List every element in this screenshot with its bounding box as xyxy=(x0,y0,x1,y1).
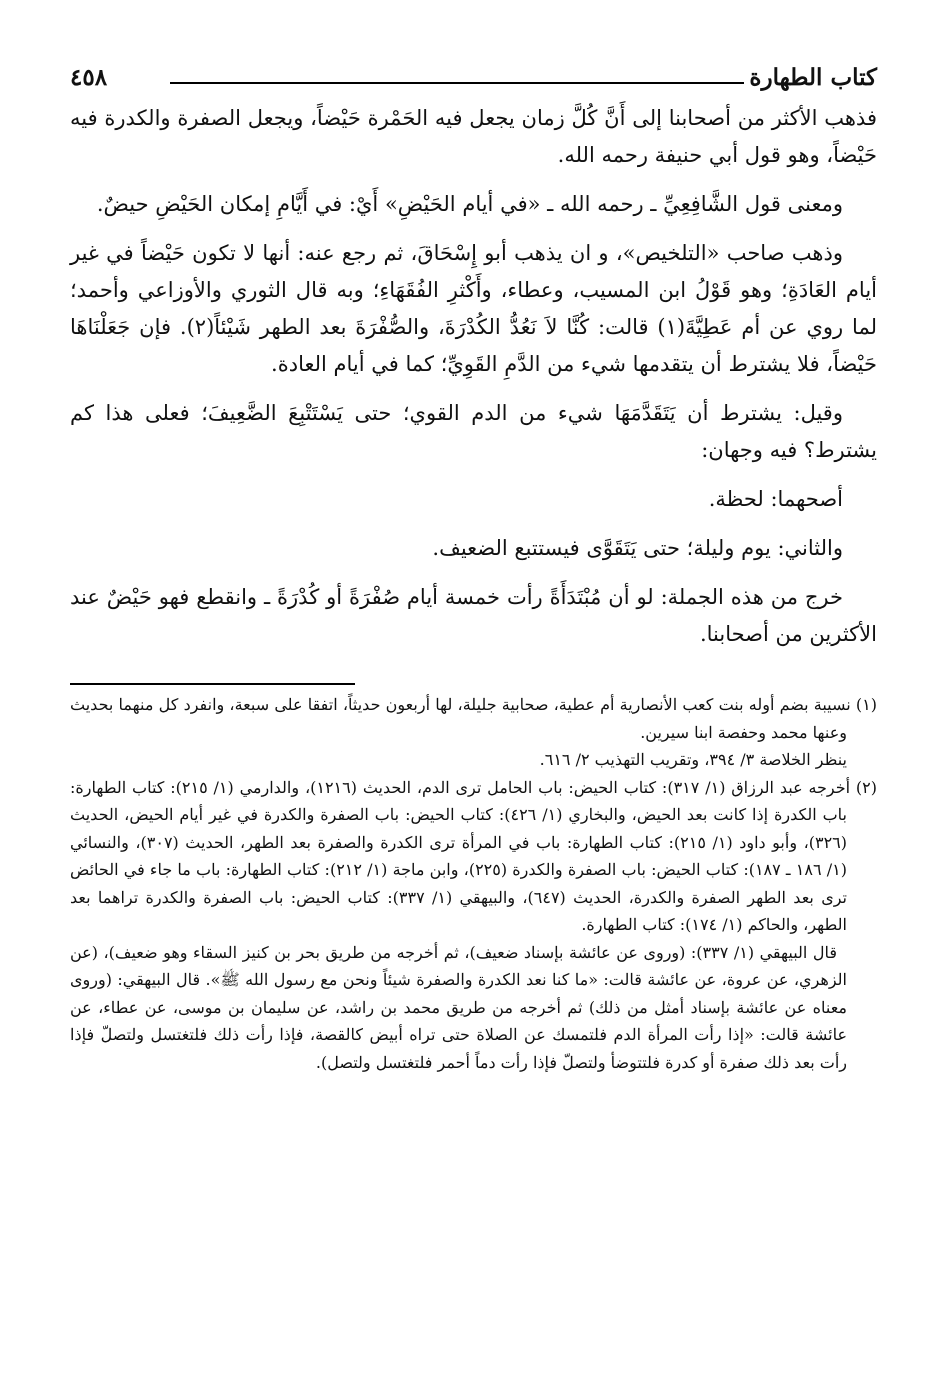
paragraph-2: ومعنى قول الشَّافِعِيِّ ـ رحمه الله ـ «في أيام الحَيْضِ» أَيْ: في أَيَّامِ إمكان الحَيْضِ حيضٌ. xyxy=(96,192,843,216)
footnote-2: (٢) أخرجه عبد الرزاق (١/ ٣١٧): كتاب الحيض: باب الحامل ترى الدم، الحديث (١٢١٦)، والدارمي (١/ ٢١٥): كتاب الطهارة: باب الكدرة إذا كانت بعد الحيض، والبخاري (١/ ٤٢٦): كتاب الحيض: باب الصفرة والكدرة في غير أيام الحيض، الحديث (٣٢٦)، وأبو داود (١/ ٢١٥): كتاب الطهارة: باب في المرأة ترى الكدرة والصفرة بعد الطهر، الحديث (٣٠٧)، والنسائي (١/ ١٨٦ ـ ١٨٧): كتاب الحيض: باب الصفرة والكدرة (٢٢٥)، وابن ماجة (١/ ٢١٢): كتاب الطهارة: باب ما جاء في الحائض ترى بعد الطهر الصفرة والكدرة، الحديث (٦٤٧)، والبيهقي (١/ ٣٣٧): كتاب الحيض: باب الصفرة والكدرة تراهما بعد الطهر، والحاكم (١/ ١٧٤): كتاب الطهارة. xyxy=(70,777,878,934)
paragraph-6: والثاني: يوم وليلة؛ حتى يَتَقَوَّى فيستتبع الضعيف. xyxy=(432,536,843,560)
footnote-2-continuation: قال البيهقي (١/ ٣٣٧): (وروى عن عائشة بإسناد ضعيف)، ثم أخرجه من طريق بحر بن كنيز السقاء وهو ضعيف)، (عن الزهري، عن عروة، عن عائشة قالت: «ما كنا نعد الكدرة والصفرة شيئاً ونحن مع رسول الله ﷺ». قال البيهقي: (وروى معناه عن عائشة بإسناد أمثل من ذلك) ثم أخرجه من طريق محمد بن راشد، عن سليمان بن موسى، عن عطاء، عن عائشة قالت: «إذا رأت المرأة الدم فلتمسك عن الصلاة حتى تراه أبيض كالقصة، فإذا رأت ذلك فلتغتسل ولتصلّ فإذا رأت بعد ذلك صفرة أو كدرة فلتتوضأ ولتصلّ فإذا رأت دماً أحمر فلتغتسل ولتصل). xyxy=(70,942,848,1072)
footnote-1-reference: ينظر الخلاصة ٣/ ٣٩٤، وتقريب التهذيب ٢/ ٦١٦. xyxy=(539,750,847,769)
paragraph-3: وذهب صاحب «التلخيص»، و ان يذهب أبو إِسْحَاقَ، ثم رجع عنه: أنها لا تكون حَيْضاً في غير أيام العَادَةِ؛ وهو قَوْلُ ابن المسيب، وعطاء، وأَكْثرِ الفُقَهَاءِ؛ وبه قال الثوري والأوزاعي وأحمد؛ لما روي عن أم عَطِيَّةَ(١) قالت: كُنَّا لاَ نَعُدُّ الكُدْرَةَ، والصُّفْرَةَ بعد الطهر شَيْئاً(٢). فإن جَعَلْنَاهَا حَيْضاً، فلا يشترط أن يتقدمها شيء من الدَّمِ القَوِيِّ؛ كما في أيام العادة. xyxy=(70,241,877,376)
paragraph-7: خرج من هذه الجملة: لو أن مُبْتَدَأَةً رأت خمسة أيام صُفْرَةً أو كُدْرَةً ـ وانقطع فهو حَيْضٌ عند الأكثرين من أصحابنا. xyxy=(70,585,877,646)
running-header xyxy=(70,60,877,100)
footnote-separator xyxy=(70,683,355,685)
footnote-1: (١) نسيبة بضم أوله بنت كعب الأنصارية أم عطية، صحابية جليلة، لها أربعون حديثاً، اتفقا على سبعة، وانفرد كل منهما بحديث وعنها محمد وحفصة ابنا سيرين. xyxy=(70,695,877,742)
page-number: ٤٥٨ xyxy=(70,64,108,91)
main-text xyxy=(70,100,877,653)
footnotes xyxy=(70,691,877,1076)
paragraph-4: وقيل: يشترط أن يَتَقَدَّمَهَا شيء من الدم القوي؛ حتى يَسْتَتْبِعَ الضَّعِيفَ؛ فعلى هذا كم يشترط؟ فيه وجهان: xyxy=(70,401,877,462)
header-rule xyxy=(170,82,744,84)
book-page xyxy=(70,60,877,1076)
paragraph-5: أصحهما: لحظة. xyxy=(708,487,843,511)
chapter-title: كتاب الطهارة xyxy=(749,64,877,91)
paragraph-1: فذهب الأكثر من أصحابنا إلى أَنَّ كُلَّ زمان يجعل فيه الحَمْرة حَيْضاً، ويجعل الصفرة والكدرة فيه حَيْضاً، وهو قول أبي حنيفة رحمه الله. xyxy=(70,106,877,167)
